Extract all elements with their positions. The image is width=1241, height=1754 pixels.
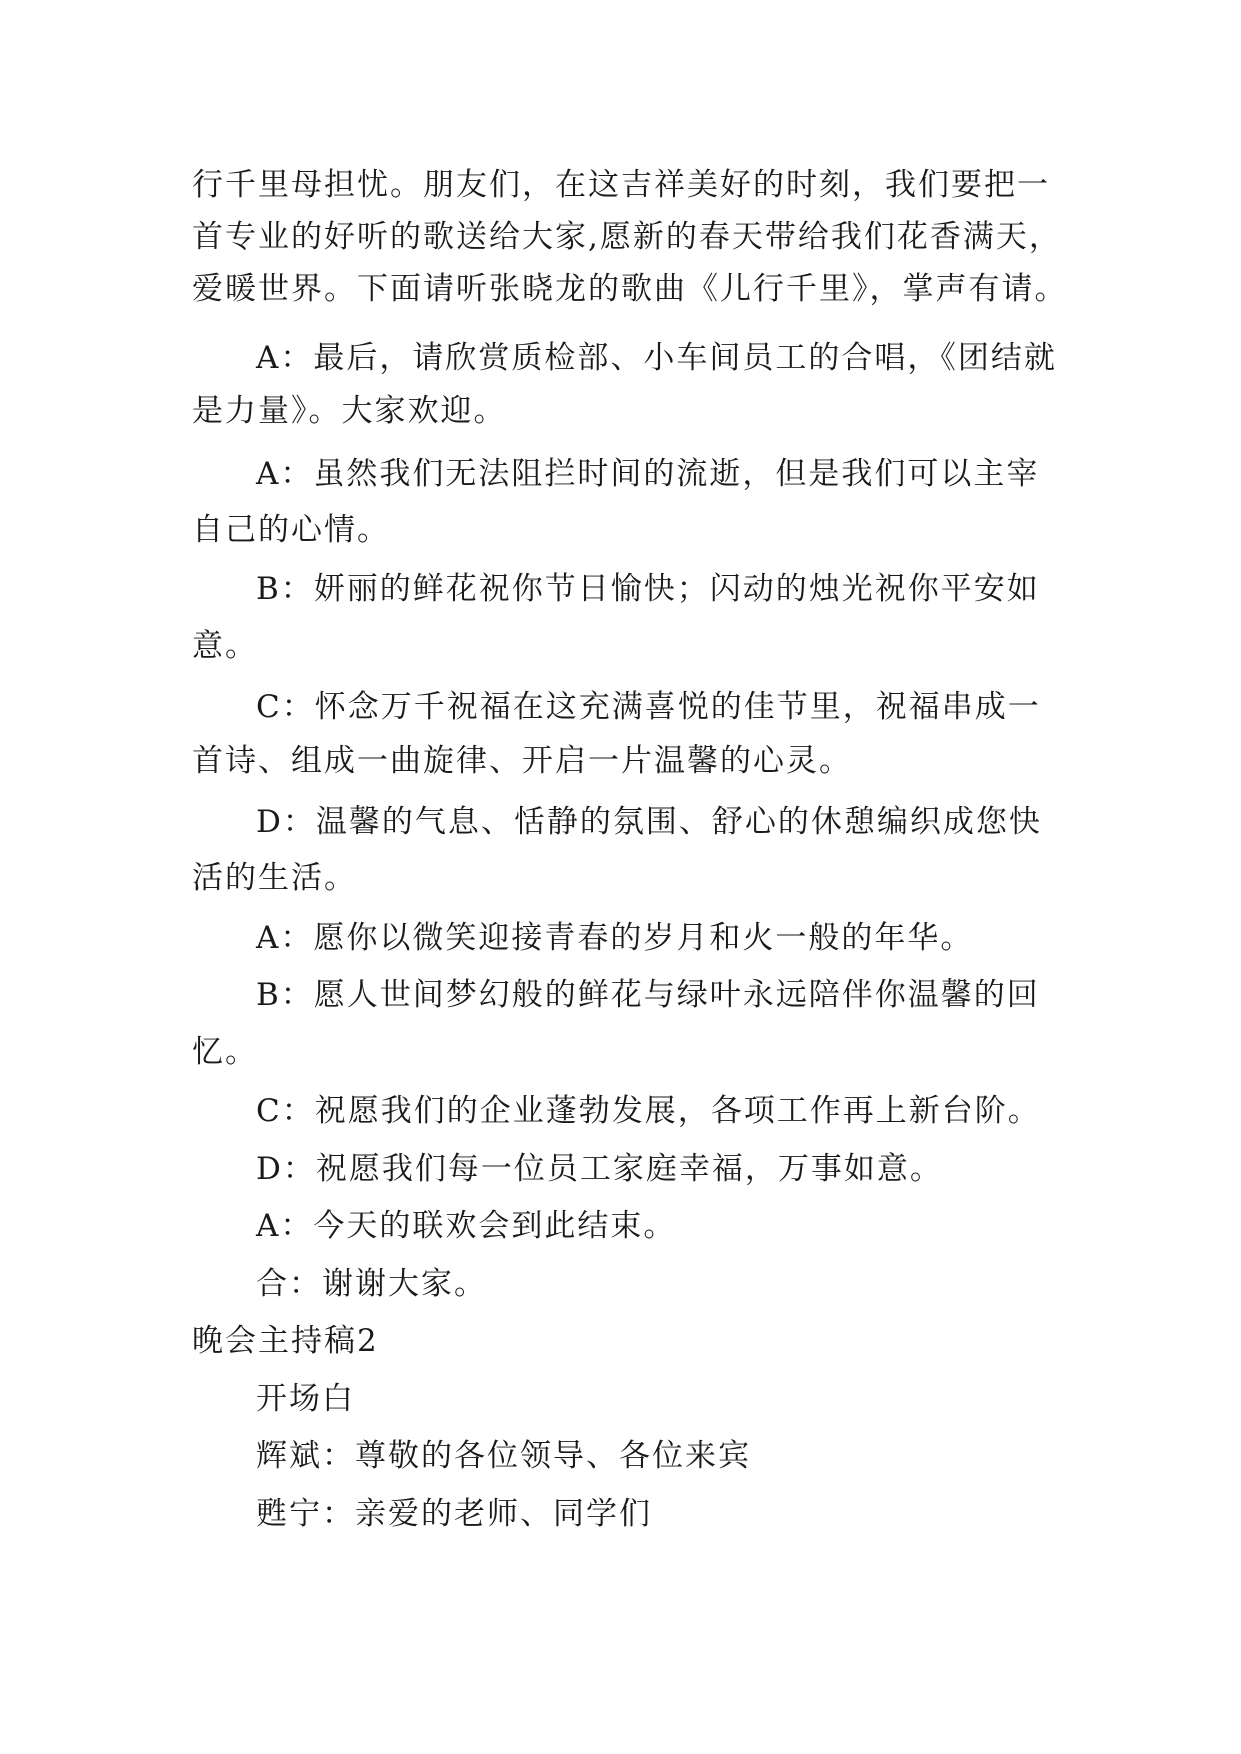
paragraph-line: 首诗、组成一曲旋律、开启一片温馨的心灵。 <box>192 743 852 779</box>
paragraph-line: 爱暖世界。下面请听张晓龙的歌曲《儿行千里》，掌声有请。 <box>192 271 1068 307</box>
paragraph-line: 意。 <box>192 628 258 664</box>
paragraph-line: A：今天的联欢会到此结束。 <box>256 1208 677 1244</box>
paragraph-line: 行千里母担忧。朋友们，在这吉祥美好的时刻，我们要把一 <box>192 167 1050 203</box>
paragraph-line: D：祝愿我们每一位员工家庭幸福，万事如意。 <box>256 1151 943 1187</box>
paragraph-line: 辉斌：尊敬的各位领导、各位来宾 <box>256 1438 751 1474</box>
paragraph-line: A：虽然我们无法阻拦时间的流逝，但是我们可以主宰 <box>256 456 1040 492</box>
paragraph-line: A：愿你以微笑迎接青春的岁月和火一般的年华。 <box>256 920 974 956</box>
paragraph-line: C：祝愿我们的企业蓬勃发展，各项工作再上新台阶。 <box>256 1093 1041 1129</box>
paragraph-line: 自己的心情。 <box>192 512 390 548</box>
section-heading: 晚会主持稿2 <box>192 1323 379 1359</box>
paragraph-line: 合：谢谢大家。 <box>256 1266 487 1302</box>
paragraph-line: 活的生活。 <box>192 860 357 896</box>
paragraph-line: 开场白 <box>256 1381 355 1417</box>
paragraph-line: B：愿人世间梦幻般的鲜花与绿叶永远陪伴你温馨的回 <box>256 977 1040 1013</box>
paragraph-line: B：妍丽的鲜花祝你节日愉快；闪动的烛光祝你平安如 <box>256 571 1040 607</box>
paragraph-line: 首专业的好听的歌送给大家,愿新的春天带给我们花香满天， <box>192 219 1062 255</box>
paragraph-line: A：最后，请欣赏质检部、小车间员工的合唱，《团结就 <box>256 340 1057 376</box>
paragraph-line: C：怀念万千祝福在这充满喜悦的佳节里，祝福串成一 <box>256 689 1041 725</box>
paragraph-line: D：温馨的气息、恬静的氛围、舒心的休憩编织成您快 <box>256 804 1042 840</box>
paragraph-line: 甦宁：亲爱的老师、同学们 <box>256 1496 652 1532</box>
paragraph-line: 忆。 <box>192 1034 258 1070</box>
paragraph-line: 是力量》。大家欢迎。 <box>192 393 507 429</box>
